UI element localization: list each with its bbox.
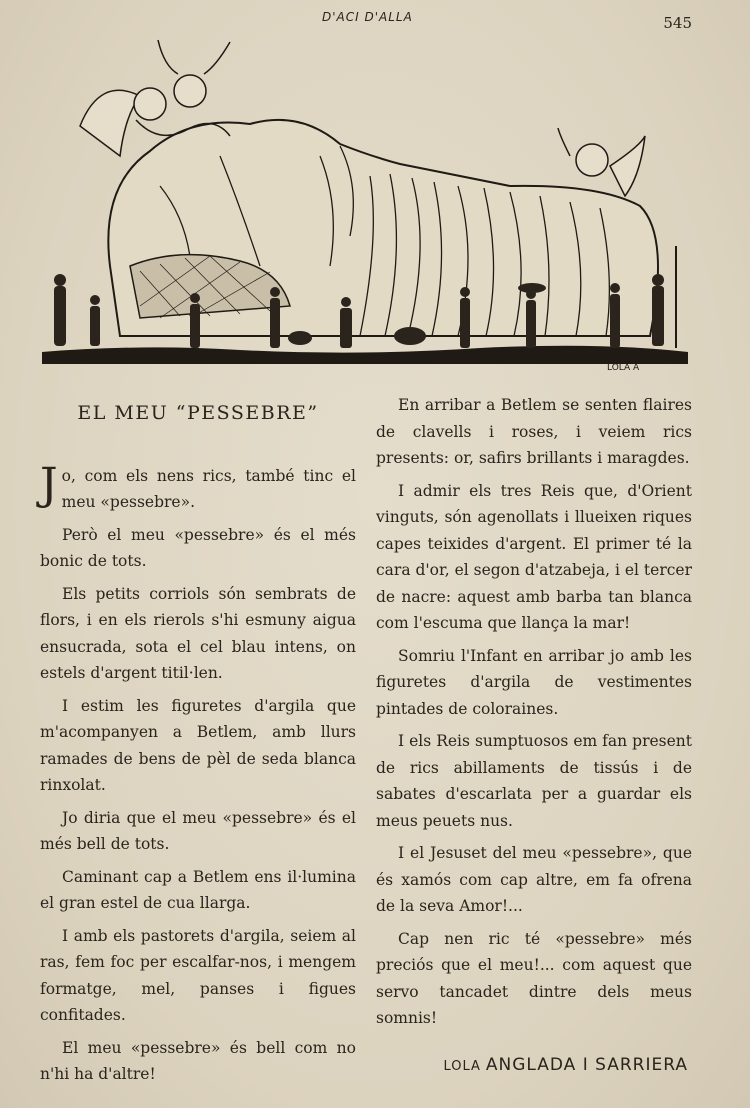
paragraph: Jo diria que el meu «pessebre» és el més bell de tots.	[40, 808, 356, 853]
page-header	[0, 10, 750, 30]
paragraph: I estim les figuretes d'argila que m'acompanyen a Betlem, amb llurs ramades de bens de pèl de seda blanca rinxolat.	[40, 696, 356, 794]
artist-signature: LOLA A	[607, 363, 640, 373]
author-surname: ANGLADA I SARRIERA	[485, 1054, 688, 1075]
paragraph: I els Reis sumptuosos em fan present de rics abillaments de tissús i de sabates d'escarlata per a guardar els meus peuets nus.	[376, 732, 692, 830]
right-column	[376, 392, 692, 1080]
running-title: D'ACI D'ALLA	[322, 10, 413, 24]
paragraph: I el Jesuset del meu «pessebre», que és xamós com cap altre, em fa ofrena de la seva Amor!...	[376, 844, 692, 915]
paragraph: Els petits corriols són sembrats de flors, i en els rierols s'hi esmuny aigua ensucrada, sota el cel blau intens, on estels d'argent titil·len.	[40, 584, 356, 682]
author-signature	[376, 1052, 692, 1081]
paragraph: I admir els tres Reis que, d'Orient vinguts, són agenollats i llueixen riques capes teixides d'argent. El primer té la cara d'or, el segon d'atzabeja, i el tercer de nacre: aquest amb barba tan blanca com l'escuma que llança la mar!	[376, 481, 692, 632]
paragraph: Caminant cap a Betlem ens il·lumina el gran estel de cua llarga.	[40, 867, 356, 912]
left-column	[40, 392, 356, 1094]
paragraph: I amb els pastorets d'argila, seiem al ras, fem foc per escalfar-nos, i mengem formatge, mel, panses i figues confitades.	[40, 926, 356, 1024]
paragraph: Cap nen ric té «pessebre» més preciós que el meu!... com aquest que servo tancadet dintre dels meus somnis!	[376, 929, 692, 1027]
paragraph: En arribar a Betlem se senten flaires de clavells i roses, i veiem rics presents: or, safirs brillants i maragdes.	[376, 396, 692, 467]
nativity-illustration	[40, 36, 690, 376]
paragraph: El meu «pessebre» és bell com no n'hi ha d'altre!	[40, 1038, 356, 1083]
page-number: 545	[663, 14, 692, 32]
author-first-name: LOLA	[443, 1058, 481, 1074]
paragraph: Però el meu «pessebre» és el més bonic de tots.	[40, 525, 356, 570]
drop-cap: J	[40, 458, 58, 510]
paragraph: Jo, com els nens rics, també tinc el meu «pessebre».	[40, 458, 356, 511]
article-title: EL MEU “PESSEBRE”	[77, 402, 319, 424]
paragraph: Somriu l'Infant en arribar jo amb les figuretes d'argila de vestimentes pintades de coloraines.	[376, 646, 692, 718]
